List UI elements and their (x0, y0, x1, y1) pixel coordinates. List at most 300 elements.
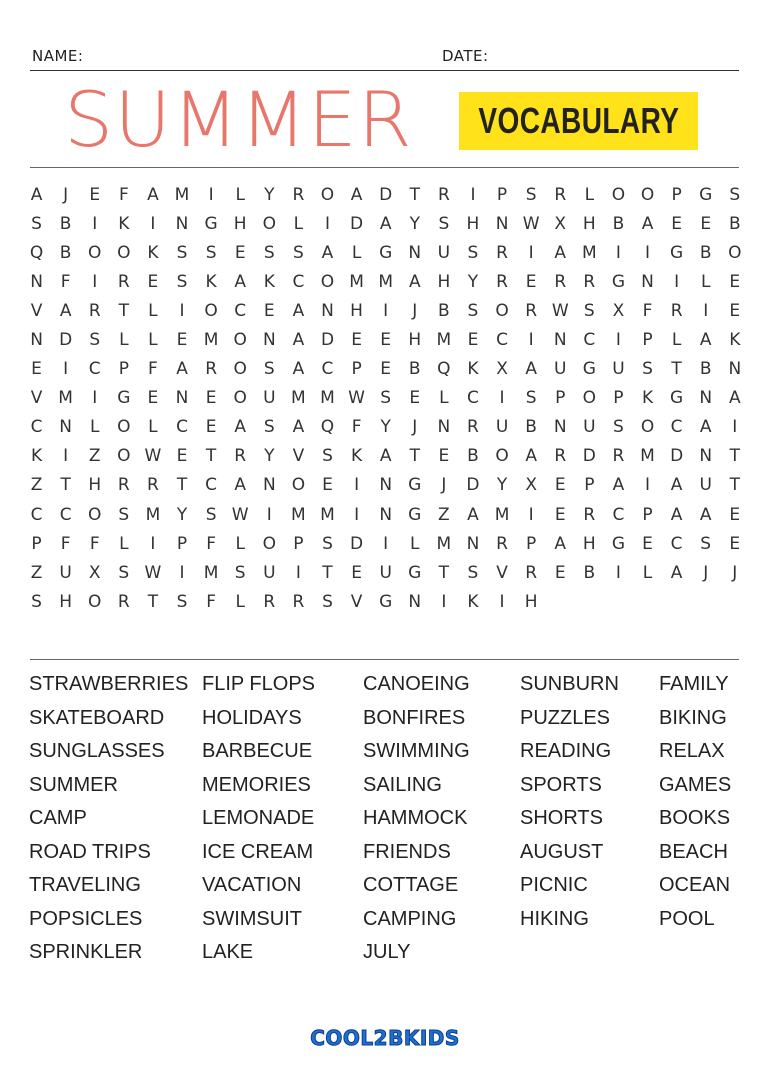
grid-letter: S (525, 388, 537, 409)
grid-letter: G (204, 213, 218, 234)
grid-letter: E (525, 271, 537, 292)
grid-letter: B (583, 562, 596, 583)
grid-letter: A (321, 242, 334, 263)
grid-letter: M (145, 504, 161, 525)
grid-letter: D (582, 446, 596, 467)
grid-letter: I (92, 271, 98, 292)
grid-letter: N (262, 330, 276, 351)
grid-letter: L (351, 242, 362, 263)
grid-letter: S (118, 504, 130, 525)
grid-letter: A (699, 330, 712, 351)
grid-letter: A (379, 213, 392, 234)
grid-letter: L (148, 300, 158, 321)
grid-letter: A (408, 271, 421, 292)
grid-letter: K (205, 271, 217, 292)
grid-letter: D (466, 475, 480, 496)
grid-letter: J (412, 417, 418, 438)
grid-letter: M (640, 446, 655, 467)
grid-letter: S (263, 242, 275, 263)
grid-letter: H (408, 330, 422, 351)
grid-letter: A (670, 475, 683, 496)
grid-letter: S (700, 533, 712, 554)
grid-letter: V (30, 300, 43, 321)
grid-letter: P (496, 184, 508, 205)
grid-letter: G (408, 475, 422, 496)
grid-letter: U (583, 417, 596, 438)
grid-letter: E (351, 330, 362, 351)
grid-letter: O (88, 591, 102, 612)
word-list-item: TRAVELING (29, 874, 141, 896)
grid-letter: I (615, 242, 621, 263)
grid-letter: N (699, 388, 713, 409)
grid-letter: E (642, 533, 653, 554)
grid-letter: C (30, 417, 43, 438)
word-list-item: BOOKS (659, 807, 731, 829)
grid-letter: E (147, 271, 159, 292)
grid-letter: K (118, 213, 130, 234)
grid-letter: L (642, 562, 653, 583)
grid-letter: U (437, 242, 451, 263)
grid-letter: C (583, 330, 596, 351)
word-list-item: READING (520, 740, 612, 762)
grid-letter: G (117, 388, 131, 409)
grid-letter: N (175, 213, 189, 234)
grid-letter: E (380, 330, 392, 351)
vocabulary-badge (459, 92, 698, 150)
grid-letter: I (645, 242, 651, 263)
grid-letter: B (612, 213, 625, 234)
word-list-item: BONFIRES (363, 706, 466, 729)
grid-letter: Y (264, 446, 275, 467)
grid-letter: H (350, 300, 363, 321)
grid-letter: X (88, 562, 101, 583)
grid-letter: U (699, 475, 712, 496)
grid-letter: N (495, 213, 509, 234)
grid-letter: I (732, 417, 738, 438)
word-list-item: CAMP (29, 807, 87, 829)
grid-letter: H (59, 591, 73, 612)
word-list-item: COTTAGE (363, 874, 459, 896)
grid-letter: I (441, 591, 447, 612)
grid-letter: A (728, 388, 741, 409)
grid-letter: S (31, 213, 42, 234)
grid-letter: C (292, 271, 305, 292)
grid-letter: R (147, 475, 159, 496)
grid-letter: M (174, 184, 190, 205)
grid-letter: M (203, 330, 219, 351)
grid-letter: G (611, 271, 626, 292)
grid-letter: T (409, 446, 420, 467)
grid-letter: Z (30, 562, 43, 583)
grid-letter: I (179, 562, 185, 583)
grid-letter: L (293, 213, 304, 234)
word-list-item: FRIENDS (363, 840, 451, 863)
grid-letter: E (89, 184, 101, 205)
grid-letter: E (671, 213, 682, 234)
grid-letter: S (205, 504, 217, 525)
grid-letter: N (30, 330, 43, 351)
grid-letter: U (612, 359, 625, 380)
grid-letter: L (410, 533, 420, 554)
grid-letter: E (729, 533, 741, 554)
grid-letter: M (320, 388, 335, 409)
word-list-item: CANOEING (363, 673, 470, 695)
grid-letter: E (31, 359, 42, 380)
grid-letter: I (645, 475, 651, 496)
grid-letter: S (292, 242, 304, 263)
grid-letter: E (234, 242, 246, 263)
grid-letter: A (525, 359, 537, 380)
grid-letter: R (117, 475, 130, 496)
word-list-item: VACATION (202, 874, 302, 896)
grid-letter: B (59, 242, 72, 263)
grid-letter: Y (380, 417, 391, 438)
grid-letter: E (438, 446, 450, 467)
word-list-item: BIKING (659, 706, 727, 729)
grid-letter: O (117, 242, 131, 263)
grid-letter: I (499, 591, 505, 612)
word-list-item: SHORTS (520, 807, 603, 829)
grid-letter: T (671, 359, 682, 380)
grid-letter: K (729, 330, 741, 351)
grid-letter: N (728, 359, 742, 380)
grid-letter: G (408, 504, 422, 525)
word-list-item: STRAWBERRIES (29, 673, 189, 695)
grid-letter: A (670, 562, 683, 583)
grid-letter: P (351, 359, 362, 380)
grid-letter: O (117, 446, 131, 467)
grid-letter: Z (30, 475, 43, 496)
grid-letter: A (641, 213, 654, 234)
grid-letter: L (119, 330, 129, 351)
grid-letter: S (31, 591, 42, 612)
grid-letter: E (554, 475, 566, 496)
grid-letter: U (263, 388, 276, 409)
grid-letter: G (670, 388, 684, 409)
grid-letter: C (30, 504, 43, 525)
grid-letter: N (699, 446, 713, 467)
grid-letter: B (699, 359, 712, 380)
grid-letter: F (642, 300, 653, 321)
grid-letter: S (380, 388, 392, 409)
grid-letter: I (295, 562, 301, 583)
grid-letter: O (611, 184, 626, 205)
grid-letter: O (88, 504, 102, 525)
grid-letter: L (89, 417, 100, 438)
grid-letter: P (671, 184, 682, 205)
grid-letter: L (671, 330, 682, 351)
grid-letter: N (59, 417, 72, 438)
grid-letter: D (670, 446, 684, 467)
grid-letter: O (262, 213, 276, 234)
grid-letter: P (555, 388, 566, 409)
grid-letter: R (117, 271, 130, 292)
logo-text: COOL2BKIDS (310, 1026, 460, 1050)
grid-letter: J (732, 562, 738, 583)
grid-letter: A (147, 184, 159, 205)
grid-letter: P (613, 388, 624, 409)
top-divider (30, 167, 739, 168)
grid-letter: M (291, 388, 306, 409)
word-list-item: BARBECUE (202, 740, 313, 762)
grid-letter: M (581, 242, 597, 263)
grid-letter: R (205, 359, 218, 380)
grid-letter: G (699, 184, 713, 205)
grid-letter: B (525, 417, 537, 438)
grid-letter: O (495, 300, 509, 321)
grid-letter: A (176, 359, 188, 380)
grid-letter: I (383, 533, 389, 554)
grid-letter: M (291, 504, 306, 525)
grid-letter: E (147, 388, 159, 409)
grid-letter: I (499, 388, 505, 409)
grid-letter: S (525, 184, 537, 205)
grid-letter: W (522, 213, 540, 234)
word-list-item: SPRINKLER (29, 941, 143, 963)
word-column (520, 668, 619, 936)
grid-letter: V (292, 446, 305, 467)
grid-letter: E (554, 504, 566, 525)
grid-letter: H (582, 533, 596, 554)
grid-letter: G (611, 533, 626, 554)
grid-letter: O (88, 242, 102, 263)
grid-letter: I (528, 504, 534, 525)
grid-letter: L (439, 388, 449, 409)
grid-letter: C (234, 300, 247, 321)
word-list-item: ROAD TRIPS (29, 840, 151, 863)
grid-letter: N (641, 271, 654, 292)
grid-letter: A (525, 446, 537, 467)
grid-letter: E (351, 562, 362, 583)
grid-letter: Y (176, 504, 188, 525)
grid-letter: Y (496, 475, 508, 496)
grid-letter: R (88, 300, 101, 321)
grid-letter: Q (320, 417, 335, 438)
grid-letter: U (379, 562, 392, 583)
word-search-grid (22, 180, 749, 616)
grid-letter: L (119, 533, 129, 554)
grid-letter: F (60, 271, 71, 292)
grid-letter: Y (409, 213, 420, 234)
grid-letter: O (233, 359, 247, 380)
word-list-item: SUNBURN (520, 673, 619, 695)
grid-letter: H (88, 475, 102, 496)
grid-letter: R (496, 271, 508, 292)
grid-letter: A (612, 475, 625, 496)
grid-letter: N (175, 388, 189, 409)
grid-letter: M (58, 388, 73, 409)
grid-letter: H (466, 213, 480, 234)
grid-letter: A (292, 300, 305, 321)
grid-letter: D (350, 213, 364, 234)
grid-letter: I (150, 213, 156, 234)
grid-letter: R (292, 591, 305, 612)
grid-letter: C (205, 475, 218, 496)
grid-letter: I (92, 388, 98, 409)
grid-letter: A (670, 504, 683, 525)
word-column (29, 668, 188, 970)
grid-letter: S (467, 562, 479, 583)
grid-letter: G (408, 562, 422, 583)
grid-letter: J (412, 300, 418, 321)
grid-letter: A (350, 184, 363, 205)
grid-letter: R (437, 184, 450, 205)
grid-letter: R (234, 446, 247, 467)
grid-letter: E (729, 504, 741, 525)
grid-letter: G (379, 242, 393, 263)
grid-letter: E (205, 388, 217, 409)
grid-letter: O (640, 184, 655, 205)
grid-letter: O (495, 446, 509, 467)
grid-letter: I (354, 475, 360, 496)
grid-letter: C (321, 359, 334, 380)
grid-letter: C (670, 533, 683, 554)
grid-letter: M (494, 504, 510, 525)
grid-letter: S (176, 591, 188, 612)
grid-letter: I (354, 504, 360, 525)
grid-letter: S (263, 417, 275, 438)
grid-letter: A (554, 242, 567, 263)
grid-letter: J (441, 475, 447, 496)
grid-letter: A (234, 417, 247, 438)
grid-letter: I (528, 330, 534, 351)
word-list-item: CAMPING (363, 907, 457, 930)
grid-letter: W (144, 446, 162, 467)
grid-letter: D (320, 330, 335, 351)
grid-letter: W (231, 504, 249, 525)
word-list-item: POOL (659, 907, 715, 930)
grid-letter: S (642, 359, 653, 380)
grid-letter: N (379, 475, 393, 496)
grid-letter: E (467, 330, 479, 351)
grid-letter: K (351, 446, 363, 467)
grid-letter: I (703, 300, 709, 321)
grid-letter: S (467, 300, 479, 321)
grid-letter: S (263, 359, 275, 380)
grid-letter: I (179, 300, 185, 321)
grid-letter: I (470, 184, 476, 205)
word-list-item: OCEAN (659, 874, 731, 896)
grid-letter: T (438, 562, 450, 583)
grid-letter: A (30, 184, 43, 205)
word-list-item: PICNIC (520, 874, 588, 896)
grid-letter: R (554, 271, 567, 292)
grid-letter: S (176, 242, 188, 263)
grid-letter: O (582, 388, 597, 409)
grid-letter: T (176, 475, 188, 496)
grid-letter: S (89, 330, 101, 351)
grid-letter: I (324, 213, 330, 234)
grid-letter: S (322, 591, 333, 612)
grid-letter: D (350, 533, 364, 554)
grid-letter: E (205, 417, 217, 438)
grid-letter: S (322, 446, 333, 467)
grid-letter: I (266, 504, 272, 525)
grid-letter: I (674, 271, 680, 292)
grid-letter: B (699, 242, 712, 263)
grid-letter: T (147, 591, 159, 612)
grid-letter: M (436, 533, 452, 554)
grid-letter: S (234, 562, 246, 583)
grid-letter: P (176, 533, 188, 554)
grid-letter: S (176, 271, 188, 292)
grid-letter: Y (467, 271, 479, 292)
grid-letter: I (150, 533, 156, 554)
grid-letter: I (63, 446, 69, 467)
grid-letter: B (467, 446, 479, 467)
grid-letter: L (148, 330, 158, 351)
grid-letter: K (467, 359, 479, 380)
grid-letter: G (670, 242, 684, 263)
grid-letter: C (467, 388, 479, 409)
grid-letter: R (525, 562, 538, 583)
grid-letter: R (583, 271, 596, 292)
word-column (202, 668, 315, 970)
grid-letter: S (467, 242, 479, 263)
grid-letter: S (322, 533, 333, 554)
grid-letter: I (615, 562, 621, 583)
grid-letter: F (351, 417, 362, 438)
grid-letter: P (642, 504, 653, 525)
grid-letter: S (583, 300, 595, 321)
grid-letter: V (30, 388, 43, 409)
grid-letter: A (467, 504, 479, 525)
word-column (363, 668, 470, 970)
grid-letter: F (118, 184, 129, 205)
grid-letter: O (262, 533, 276, 554)
grid-letter: R (496, 242, 508, 263)
word-list-item: POPSICLES (29, 907, 143, 930)
cool2bkids-logo (310, 1020, 460, 1054)
grid-letter: P (584, 475, 595, 496)
grid-letter: G (379, 591, 393, 612)
grid-letter: F (206, 533, 216, 554)
grid-letter: H (233, 213, 247, 234)
grid-letter: O (320, 271, 335, 292)
grid-letter: S (729, 184, 741, 205)
grid-letter: K (263, 271, 275, 292)
grid-letter: R (117, 591, 130, 612)
grid-letter: M (378, 271, 393, 292)
grid-letter: R (554, 184, 567, 205)
grid-letter: S (438, 213, 450, 234)
grid-letter: O (728, 242, 742, 263)
grid-letter: I (528, 242, 534, 263)
word-list-item: PUZZLES (520, 706, 611, 729)
grid-letter: F (206, 591, 216, 612)
grid-letter: N (408, 591, 422, 612)
grid-letter: X (554, 213, 567, 234)
grid-letter: E (409, 388, 421, 409)
grid-letter: N (553, 417, 567, 438)
grid-letter: E (263, 300, 275, 321)
grid-letter: F (89, 533, 100, 554)
grid-letter: C (496, 330, 508, 351)
vocabulary-badge-label: VOCABULARY (478, 100, 679, 141)
grid-letter: U (554, 359, 567, 380)
grid-letter: B (728, 213, 741, 234)
grid-letter: A (292, 330, 305, 351)
grid-letter: J (63, 184, 69, 205)
page-title: SUMMER (64, 75, 413, 164)
grid-letter: M (203, 562, 219, 583)
grid-letter: F (148, 359, 158, 380)
word-list-item: AUGUST (520, 840, 604, 863)
grid-letter: U (495, 417, 509, 438)
grid-letter: A (234, 271, 247, 292)
word-list-item: HIKING (520, 907, 589, 930)
word-list-item: SAILING (363, 773, 442, 796)
